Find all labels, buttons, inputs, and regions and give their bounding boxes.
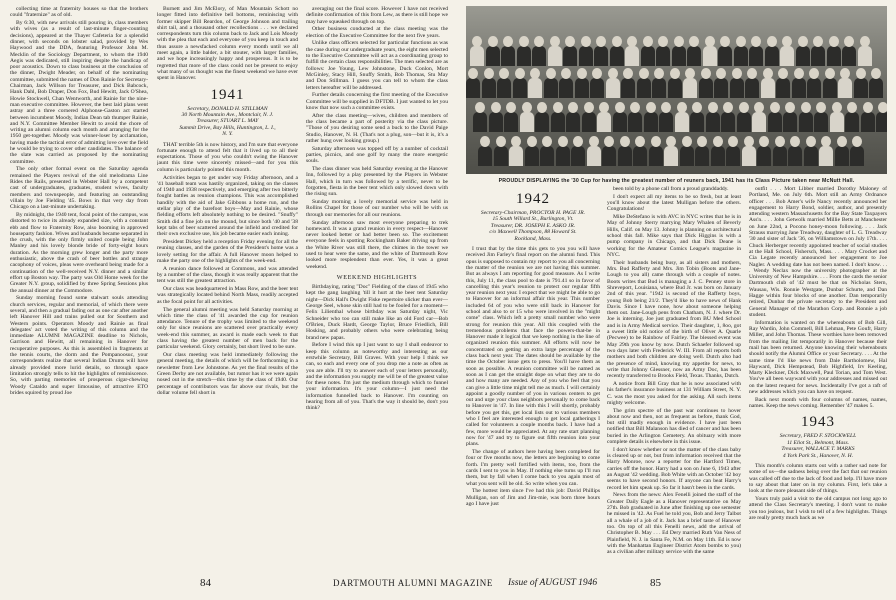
photo-figure-body (773, 146, 787, 166)
photo-figure-head (581, 36, 591, 47)
photo-figure-body (835, 146, 849, 166)
photo-figure-body (501, 46, 515, 66)
photo-figure-head (654, 68, 664, 79)
photo-figure-body (473, 112, 487, 132)
photo-figure-head (623, 68, 633, 79)
photo-figure-head (871, 68, 881, 79)
class-year-heading: 1943 (801, 414, 835, 431)
paragraph: The class dinner was held Saturday evening at the Hanover Inn, followed by a play presented by the Players in Webster Hall, which in turn was followed by a terrific, never to be forgotten, fiesta in the beer tent which only slowed down with the rising sun. (306, 166, 448, 198)
photo-figure-body (587, 146, 601, 166)
photo-figure-head (499, 68, 509, 79)
column-1 (10, 6, 148, 574)
photo-figure-body (761, 78, 775, 98)
photo-figure-head (651, 136, 661, 147)
paragraph: News from the news: Alex Fenelli joined the staff of the Greater Daily Eagle as a Hanover representative on May 27th. Bob graduated in June after finishing up one semester he missed in '42. As Fuel he told you, Bob and Jerry Talbot all a whale of a job of it. Jack has a brief taste of Hanover too. On top of all this Fenelli news, add the arrival of Christopher B. May . . . Ed Dery married Ruth Van Ness of Plainfield, N. J. in Santa Fe, N.M. on May 11th. Ed is now with the Manhattan Engineer District Atom bombs to you) as a civilian after military service with the same (607, 492, 741, 556)
photo-figure-body (850, 146, 864, 166)
photo-figure-body (749, 46, 763, 66)
photo-figure-head (778, 68, 788, 79)
photo-figure-body (811, 46, 825, 66)
photo-figure-body (597, 112, 611, 132)
paragraph: collecting time at fraternity houses so that the brothers could "fraternize" as of old. (10, 6, 148, 19)
photo-figure-body (721, 112, 735, 132)
photo-figure-head (689, 36, 699, 47)
photo-figure-head (615, 102, 625, 113)
photo-figure-body (520, 112, 534, 132)
photo-figure-body (610, 46, 624, 66)
photo-figure-head (775, 136, 785, 147)
photo-figure-head (847, 102, 857, 113)
photo-figure-head (480, 136, 490, 147)
column-6 (749, 186, 887, 574)
column-2 (157, 6, 298, 574)
paragraph: After the class meeting—wives, children and members of the class became a part of posterity via the class picture. "Those of you desiring some send a buck to the David Paige Studio, Hanover, N. H. (That's not a plug, son—but it is, it's a rather hung over looking group.) (306, 112, 448, 144)
photo-figure-head (639, 68, 649, 79)
photo-figure-body (768, 112, 782, 132)
photo-figure-body (796, 46, 810, 66)
photo-figure-body (517, 46, 531, 66)
photo-figure-head (604, 136, 614, 147)
photo-figure-body (792, 78, 806, 98)
photo-figure-head (751, 36, 761, 47)
class-year-heading: 1941 (210, 86, 245, 103)
photo-figure-head (840, 68, 850, 79)
photo-figure-head (589, 136, 599, 147)
photo-figure-head (705, 36, 715, 47)
photo-figure-body (494, 146, 508, 166)
photo-figure-head (635, 136, 645, 147)
officer-line: Treasurer, DR. JOSEPH E. ASKO JR. (490, 222, 576, 229)
paragraph: Sunday morning found some stalwart souls attending church services, regular and memorial, of which there were several, and then a gradual fading out as one car after another left Hanover Hill and trains pulled out for Southern and Western points. Operators Moody and Rainie as final delegates' act voted the writing of this column and the immediate ALUMNI MAGAZINE deadline to Nichols, Garrison and Hewitt, all remaining in Hanover for recuperative purposes. As this is assembled in fragments at the tennis courts, the dorm and the Pompanoosuc, your correspondents realize that several Indian Drums will have already provided more lurid details, so through space limitation strongly tells to hit the highlights of reminiscence. So, with parting memories of prosperous cigar-chewing Woody Cataldo and super limousine, of attractive ETO brides squired by proud Joe (10, 295, 148, 396)
photo-figure-body (571, 146, 585, 166)
paragraph: Yours truly paid a visit to the old campus not long ago to attend the Class Secretary's meeting. I don't want to make you too jealous, but I wish to tell of a few highlights. Things are really pretty much back as we (749, 496, 887, 521)
class-year-heading: 1942 (516, 191, 550, 207)
photo-figure-head (658, 36, 668, 47)
photo-figure-body (830, 112, 844, 132)
photo-figure-body (594, 46, 608, 66)
photo-figure-head (747, 68, 757, 79)
paragraph: Their husbands being busy, as all sisters and mothers, Mrs. Bud Rafferty and Mrs. Jim Tobin (Boots and Jane-Lough to you all) came through with a couple of notes. Boots writes that Bud is managing a J. C. Penney store in Shreveport, Louisiana, where Bud Jr. was born on January 2nd of this year. "1942 is second of the Rafferty boys, young Bob being 21/2. They'd like to have news of Hank Davis. Since I have none, how about someone helping them out. Jane-Lough pens from Chatham, N. J. where Dr. Joe is interning. Joe just graduated from BU Med School and is in Army Medical service. Their daughter, 1, 8oo, got a sweet little old notice of the birth of Oliver A. Quarle (Pecwee) to be Rainbow of Fairley. The blessed event was May 29th you know by now. Dutch Schaefer followed up two days later with Frederick W. III. From all reports both mothers and both children are doing well. Dutch also had the presence of mind, knowing my appetite for news, to write that Johnny Glessner, now an Army Doc, has been recently transferred to Brooks Field, Texas. Thanks, Dutch. (607, 259, 741, 380)
paragraph: Sunday afternoon saw most everyone preparing to trek homeward. It was a grand reunion in every respect—Hanover never looked better or had better been so. The excitement everyone feels in spotting Rockingham Baker driving up from the White River was still there, the chimes in the tower we used to hear were the same, and the white of Dartmouth Row looked more resplendent than ever. Yes, it was a great weekend. (306, 219, 448, 270)
photo-caption: PROUDLY DISPLAYING the '30 Cup for having the greatest number of reuners back, 1941 has its Class Picture taken near McNutt Hall. (498, 178, 855, 184)
photo-figure-head (739, 102, 749, 113)
photo-figure-body (714, 78, 728, 98)
photo-figure-head (646, 102, 656, 113)
photo-figure-body (690, 112, 704, 132)
officer-line: Rockland, Mass. (514, 235, 552, 242)
paragraph: Unlike class officers selected for particular functions as was the case during our undergraduate years, the eight men selected to the Executive Committee will act as a coordinating group to fulfill the certain class responsibilities. The men selected are as follows: Joe Young, Lew Johnstone, Duck Conlon, Mort McGinley, Stacy Hill, Snuffy Smith, Bob Thomas, Stu May and Don Stillman. I guess you can tell to whom the class letters hereafter will be addressed. (306, 40, 448, 91)
photo-figure-body (528, 78, 542, 98)
photo-figure-body (659, 112, 673, 132)
photo-figure-body (799, 112, 813, 132)
photo-figure-head (519, 36, 529, 47)
photo-figure-body (602, 146, 616, 166)
officer-line: 30 North Mountain Ave., Montclair, N. J. (181, 111, 274, 118)
photo-figure-body (535, 112, 549, 132)
photo-figure-body (513, 78, 527, 98)
photo-figure-body (711, 146, 725, 166)
photo-figure-head (496, 136, 506, 147)
photo-figure-body (540, 146, 554, 166)
photo-figure-head (701, 68, 711, 79)
paragraph: averaging out the final score. However I have not received definite confirmation of this from Lew, as there is still hope we may have squeaked through on top. (306, 6, 448, 25)
photo-figure-body (680, 146, 694, 166)
paragraph: Information is wanted on the whereabouts of Bob Gill, Ray Wardin, John Commell, Bill Lehman, Pete Goufr, Harry Miller, and John Thomas. These worthies have been removed from the mailing list temporarily in Hanover because their mail has been returned. Anyone knowing their whereabouts should notify the Alumni Office or your Secretary. . . . At the same time I'd like news from Dale Bartholomew, Hal Hayward, Dick Hempstead, Bob Highfield, Irv Keeling, Marty Kleckner, Dick Maxwell, Paul Torian, and Tom West. You've all been wayward with your addresses and missed out on the latest request for news. Incidentally I've got a raft of new addresses which you can have on request. (749, 319, 887, 395)
photo-figure-head (759, 136, 769, 147)
photo-figure-head (832, 102, 842, 113)
photo-figure-body (804, 146, 818, 166)
photo-figure-head (697, 136, 707, 147)
photo-figure-head (763, 68, 773, 79)
photo-figure-body (869, 78, 883, 98)
officer-line: Secretary, FRED F. STOCKWELL (779, 433, 857, 440)
paragraph: The grim spectre of the past war continues to hover about now and then, not as frequent as before, thank God, but still madly enough in evidence. I have just been notified that Bill Malanson has died of cancer and has been buried in the Arlington Cemetery. An obituary with more complete details is elsewhere in this issue. (607, 407, 741, 446)
photo-figure-body (652, 78, 666, 98)
photo-figure-head (630, 102, 640, 113)
photo-figure-body (559, 78, 573, 98)
photo-figure-body (703, 46, 717, 66)
photo-figure-head (488, 36, 498, 47)
photo-figure-head (754, 102, 764, 113)
photo-figure-body (551, 112, 565, 132)
photo-figure-body (854, 78, 868, 98)
photo-figure-body (489, 112, 503, 132)
photo-figure-body (876, 112, 887, 132)
photo-figure-body (827, 46, 841, 66)
photo-figure-head (825, 68, 835, 79)
photo-figure-head (527, 136, 537, 147)
paragraph: Sunday morning a lovely memorial service was held in Rollins Chapel for those of our number who will be with us through our memories for all our reunions. (306, 199, 448, 218)
photo-figure-head (794, 68, 804, 79)
photo-figure-head (472, 36, 482, 47)
photo-figure-head (767, 36, 777, 47)
photo-figure-body (683, 78, 697, 98)
photo-figure-body (606, 78, 620, 98)
photo-figure-body (726, 146, 740, 166)
photo-figure-body (504, 112, 518, 132)
paragraph: Saturday afternoon was topped off by a number of cocktail parties, picnics, and one golf by many the more energetic souls. (306, 145, 448, 165)
paragraph: I don't expect all my items to be so fresh, but at least you'll know about the latest Mulligan before the others. Congratulations! (607, 193, 741, 213)
photo-figure-body (842, 46, 856, 66)
photo-figure-head (612, 36, 622, 47)
photo-figure-head (608, 68, 618, 79)
photo-figure-head (677, 102, 687, 113)
photo-figure-head (798, 36, 808, 47)
photo-figure-head (785, 102, 795, 113)
photo-figure-head (506, 102, 516, 113)
paragraph: The general alumni meeting was held Saturday morning at which time the class of '41 awarded the cup for reunion attendance. Tenure of the trophy was limited to the weekend only for since reunions are scattered over practically every week-end this summer, as award is made each week to that class having the greatest number of men back for the particular weekend. Glory certainly, but short lived to be sure. (157, 306, 298, 351)
officer-line: c/o Maxwell Thompson, 88 Howard St. (489, 229, 577, 236)
photo-figure-head (852, 136, 862, 147)
photo-figure-body (765, 46, 779, 66)
photo-figure-head (732, 68, 742, 79)
photo-figure-body (752, 112, 766, 132)
footer-right-page-number (650, 578, 661, 589)
photo-figure-body (814, 112, 828, 132)
photo-figure-head (670, 68, 680, 79)
officer-line: 15 South Willard St., Burlington, Vt. (492, 216, 574, 223)
photo-figure-head (829, 36, 839, 47)
photo-figure-head (837, 136, 847, 147)
photo-figure-body (641, 46, 655, 66)
officer-line: Treasurer, STUART L. MAY (196, 118, 259, 125)
photo-figure-body (566, 112, 580, 132)
class-officers (157, 106, 298, 138)
paragraph: A reunion dance followed at Commons, and was attended by a number of the class, though it was really apparent that the tent was still the greatest attraction. (157, 265, 298, 285)
paragraph: The only other formal event on the Saturday agenda remained the Players revival of the old melodrama Line Rides the Rails, presented in Webster Hall by a competent cast of undergraduates, graduates, student wives, faculty members and townspeople, and featuring an outstanding villain by Joe Fielding '45. Bows in that very day from Chicago on a last-minute undertaking. (10, 166, 148, 211)
photo-figure-head (661, 102, 671, 113)
photo-figure-body (621, 78, 635, 98)
paragraph: By midnight, the 1940 tent, focal point of the campus, was distorted to twice its already expanded size, with a constant ebb and flow to Fraternity Row, also booming in approved houseparty fashion. Wives and husbands became separated in the crush, with the only firmly united couple being John Manley and his lovely blonde bride of forty-eight hours duration. As the morning grew longer and the party more enthusiastic, above the crash of beer bottles and strange cacophony of voices, pleas were overheard being made for a continuation of the well-received N.Y. dinner and a similar effort up Boston way. The party was Old Home week for the Greater N.Y. group, solidified by three Spring Sessions plus the annual dinner at the Commodore. (10, 212, 148, 294)
photo-figure-body (745, 78, 759, 98)
photo-figure-head (770, 102, 780, 113)
photo-figure-head (782, 36, 792, 47)
photo-figure-body (757, 146, 771, 166)
footer-left-page-number (200, 578, 211, 589)
photo-figure-head (537, 102, 547, 113)
photo-figure-head (592, 68, 602, 79)
photo-figure-head (561, 68, 571, 79)
photo-figure-body (563, 46, 577, 66)
photo-figure-head (596, 36, 606, 47)
photo-figure-body (649, 146, 663, 166)
photo-figure-head (565, 36, 575, 47)
photo-figure-head (863, 102, 873, 113)
photo-figure-body (730, 78, 744, 98)
photo-figure-head (809, 68, 819, 79)
photo-figure-head (790, 136, 800, 147)
section-heading: WEEKEND HIGHLIGHTS (336, 273, 418, 281)
photo-figure-head (584, 102, 594, 113)
photo-figure-head (522, 102, 532, 113)
photo-figure-body (633, 146, 647, 166)
paragraph: President Dickey held a reception Friday evening for all the reuning classes, and the garden of the President's home was a lovely setting for the affair. A full Hanover moon helped to make the party one of the highlights of the week-end. (157, 239, 298, 264)
paragraph: Our class meeting was held immediately following the general meeting, the details of which will be forthcoming in a newsletter from Lew Johnstone. As yet the final results of the Green Derby are not available, but rumor has it we were again nosed out in the stretch—this time by the class of 1940. Our percentage of contributors was far above our rivals, but the dollar volume fell short in (157, 352, 298, 396)
photo-figure-head (736, 36, 746, 47)
photo-figure-body (575, 78, 589, 98)
paragraph: The hottest item since I've had this job: David Phillips Mulligan, son of Jim and Jim-mie, was born three hours ago I have just (466, 488, 600, 507)
photo-figure-body (644, 112, 658, 132)
paragraph: Mike DeStefano is with AVC in NYC writes that he is in May of Johnny Sterry marrying Mary Whalen of Beverly Hills, Calif. on May 13. Johnny is planning on architectural school this fall. Mike says that Dick Higgins is with a pump company in Chicago, and that Dick Deane is working for the Amateur Comics League's magazine in NYC. (607, 214, 741, 258)
photo-figure-body (637, 78, 651, 98)
column-4 (466, 186, 600, 574)
photo-figure-head (577, 68, 587, 79)
photo-figure-head (475, 102, 485, 113)
photo-figure-body (718, 46, 732, 66)
photo-figure-body (532, 46, 546, 66)
photo-figure-head (720, 36, 730, 47)
photo-figure-body (734, 46, 748, 66)
paragraph: Our class was headquartered in Mass Row, and the beer tent was strategically located behind North Mass, readily accepted as the focal point for all activities. (157, 286, 298, 305)
officer-line: Secretary-Chairman, PROCTOR H. PAGE JR. (480, 210, 586, 216)
photo-figure-body (675, 112, 689, 132)
photo-figure-body (486, 46, 500, 66)
footer-issue: Issue of AUGUST 1946 (508, 578, 598, 588)
photo-figure-head (860, 36, 870, 47)
photo-figure-head (723, 102, 733, 113)
photo-figure-head (816, 102, 826, 113)
photo-figure-head (728, 136, 738, 147)
photo-figure-body (706, 112, 720, 132)
paragraph: A notice from Bill Gray that he is now associated with his father's insurance business at 131 William Street, N. Y. C. was the most you asked for the asking. All such items mighty welcome. (607, 380, 741, 406)
photo-figure-body (509, 146, 523, 166)
paragraph: Before I wind this up I just want to say I shall endeavor to keep this column as noteworthy and interesting as our erstwhile Secretary, Bill Graves. With your help I think we can, so each and every one of you drop me a note as often as you are able. I'll try to answer each of your letters personally, and the information you supply me will be of the greatest value for these notes. I'm just the medium through which to funnel your information. It's your column—I just need the information funnelled back to Hanover. I'm counting on hearing from all of you. That's the way it should be, don't you think? (306, 342, 448, 412)
photo-figure-body (628, 112, 642, 132)
paragraph: Back next month with four columns of names, names, names. Keep the news coming. Remember '47 makes 5. (749, 396, 887, 410)
photo-figure-head (685, 68, 695, 79)
photo-figure-body (672, 46, 686, 66)
photo-figure-body (838, 78, 852, 98)
photo-figure-body (823, 78, 837, 98)
photo-figure-body (556, 146, 570, 166)
paragraph: Further details concerning the first meeting of the Executive Committee will be supplied in DFTDB. I just wanted to let you know that now such a committee exists. (306, 92, 448, 111)
photo-figure-body (482, 78, 496, 98)
photo-figure-head (620, 136, 630, 147)
photo-figure-head (599, 102, 609, 113)
photo-figure-head (530, 68, 540, 79)
paragraph: Activities began to get under way Friday afternoon, and a '41 baseball team was hastily organized, taking on the classes of 1940 and 1938 respectively, and emerging after two bitterly fought battles as reunion champions. This was accomplished handily with the aid of Jake Gibbons a home run, and the stellar play of the barefoot boys—May and Rainie, whose fielding efforts left absolutely nothing to be desired. "Snuffy" Smith did a fine job on the mound, but since both '40 and '38 kept tabs of beer scattered around the infield and credited for their own exclusive use, his job became easier each inning. (157, 174, 298, 238)
photo-figure-body (699, 78, 713, 98)
paragraph: THAT terrible 5th is now history, and I'm sure that everyone fortunate enough to attend felt that it lived up to all their expectations. Those of you who couldn't swing the Hanover jaunt this time were sincerely missed—and for you this column is particularly pointed this month. (157, 141, 298, 173)
photo-figure-head (627, 36, 637, 47)
photo-figure-head (515, 68, 525, 79)
paragraph: By 6:30, with new arrivals still pouring in, class members with wives (as a result of last-minute finger-counting decisions), appeared at the Thayer Cafeteria for a splendid dinner, with seconds on lobster salad, provided by Wes Haywood and the DDA, featuring Professor John M. Mecklin of the Sociology Department, to whom the 1940 Aegis was dedicated, still inspiring despite the handicap of poor acoustics. Down to class business at the conclusion of the dinner, Dwight Meader, on behalf of the nominating committee, submitted the names of Don Rainie for Secretary-Chairman, Jack Willson for Treasurer, and Dick Babcock, Hank Dahl, Bob Draper, Don Fox, Bud Hewitt, Jack O'Shea, Howie Stockwell, Chan Wentworth, and Rainie for the nine-man executive committee. However, the best laid plans went astray and a three cornered Alphonse-Gaston act started between incumbent Moody, Indian Dean tab thumper Rainie, and N.Y. Committee Member Hewitt to avoid the chore of writing an alumni column each month and arranging for the 1950 get-together. Moody was winner-loser by acclamation, having made the tactical error of admitting love over the field he would be trying to cover other candidates. The balance of the slate was carried as proposed by the nominating committee. (10, 20, 148, 165)
photo-figure-head (682, 136, 692, 147)
photo-figure-body (466, 78, 480, 98)
photo-figure-head (491, 102, 501, 113)
paragraph: been told by a phone call from a proud granddaddy. (613, 186, 729, 192)
photo-figure-body (861, 112, 875, 132)
photo-figure-head (713, 136, 723, 147)
paragraph: Burnett and Jim McElory, of Man Mountain Schott no longer fitted into definitive bell bottoms, reminiscing with former skipper Bill Reardon, of George Johnson and trailing shirt tail, and a thousand other recollections . . . we declared correspondents turn this column back to Jack and Lois Moody with the plea that each and everyone of you keep in touch and thus assure a newsfacked column every month until we all meet again, a little balder, a bit stouter, with larger families, and we hope increasingly happy and prosperous. It is to be regretted that more of the class could not be present to enjoy what many of us thought was the finest weekend we have ever spent in Hanover. (157, 6, 298, 82)
photo-figure-body (590, 78, 604, 98)
photo-figure-body (742, 146, 756, 166)
paragraph: I don't know whether or not the matter of the class baby is cleared up or not, but from information received that the Harry Monroe, now a reporter for the Hartford Times, carries off the honor. Harry had a son on June 6, 1943 after an August '42 wedding. Bob White with an October '42 boy seems to have second honors. If anyone can beat Harry's record let him speak up. So far it hasn't been in the cards. (607, 446, 741, 491)
photo-figure-head (534, 36, 544, 47)
paragraph: Other business conducted at the class meeting was the election of the Executive Committee for the next five years. (306, 26, 448, 39)
officer-line: Treasurer, WALLACE T. MARKS (781, 446, 855, 453)
photo-figure-head (674, 36, 684, 47)
photo-figure-head (468, 68, 478, 79)
photo-figure-body (788, 146, 802, 166)
photo-figure-head (558, 136, 568, 147)
photo-figure-body (470, 46, 484, 66)
photo-figure-head (878, 102, 887, 113)
officer-line: Secretary, DONALD H. STILLMAN (187, 105, 268, 112)
officer-line: 4 York Park St., Hanover, N. H. (782, 452, 854, 459)
photo-figure-head (484, 68, 494, 79)
page-number: 84 (200, 577, 211, 589)
photo-figure-head (708, 102, 718, 113)
photo-figure-body (625, 46, 639, 66)
photo-figure-head (806, 136, 816, 147)
photo-figure-body (656, 46, 670, 66)
paragraph: outfit . . . Mort Libber married Dorothy Maloney of Portland, Me. on July 6th. Mort still an Army Ordnance officer . . . Bob Amer's wife Nancy recently announced her engagement to Harry Bond, soldier, author, and presently attending western Massachusetts for the Bay State Taxpayers Ass'n. . . . John Getwolk married Millie Betts at Manchester on June 22nd, a Pocono honey-moon following. . . . Jack Strauss marrying Jane Treadway, daughter of L. G. Treadway '30 and sister of Jack '36, on Williamstown on July 17th. . . . Chuck Herberger recently appointed teacher of social studies at the Hall School, Fishersch, Mass. . . . Mary Crocket and Cia Legate recently announced her engagement to Joe Nagler. A wedding date has not been named. I don't know. . . . Wendy Neclax now the university photographer at the University of New Hampshire. . . . From the cards the senior Dartmouth club of '42 must be that on Nicholas Stern, Wausau, Wis. Ronnie Westgate, Dunbar Schurte, and Dan Hagge within four blocks of one another. Dan temporarily retired, Dunbar the private secretary to the President and General Manager of the Marathon Corp. and Ronnie a job student. (749, 186, 887, 318)
photo-figure-body (819, 146, 833, 166)
photo-figure-head (643, 36, 653, 47)
photo-figure-body (858, 46, 872, 66)
photo-figure-body (618, 146, 632, 166)
photo-figure-body (525, 146, 539, 166)
photo-figure-head (821, 136, 831, 147)
photo-figure-head (503, 36, 513, 47)
photo-figure-body (664, 146, 678, 166)
photo-figure-body (695, 146, 709, 166)
photo-figure-head (692, 102, 702, 113)
photo-figure-head (801, 102, 811, 113)
column-3 (306, 6, 448, 574)
photo-figure-body (478, 146, 492, 166)
photo-figure-body (737, 112, 751, 132)
photo-figure-head (856, 68, 866, 79)
photo-figure-body (780, 46, 794, 66)
officer-line: Summit Drive, Bay Hills, Huntington, L. I., (179, 124, 276, 131)
photo-figure-body (845, 112, 859, 132)
photo-figure-head (568, 102, 578, 113)
paragraph: I trust that by the time this gets to you you will have received Jim Farley's final report on the alumni fund. This opus is supposed to contain my report to you all concerning the matter of the reunion we are not having this summer. But as always I am reporting for good measure. As I write this, July 11, the class pool to date is 791.41 so in favor of cancelling this year's reunion to protect our regular fifth year reunion next year. I expect that we might be able to go to Hanover for an informal affair this year. This number included 64 of you who were still back in Hanover for school and also to or 15 who were involved in the "might come" class. Which left a pretty small number who were strong for reunion this year. All this coupled with the tremendous problems that face the powers-that-be in Hanover made it logical that we keep nothing in the line of organized reunion this summer. All efforts will now be concentrated on getting an extra large percentage of the class back next year. The dates should be available by the time the October issue gets to press. You'll have them as soon as possible. A reunion committee will be named as soon as I can get the straight dope on what they are to do and how many are needed. Any of you who feel that you can give a little time might tell me as much. I will certainly appoint a goodly number of you in various centers to get out and urge your class neighbors personally to come back to Hanover in '47. In line with this I will shortly, probably before you get this, get local lists out to various members who I feel are interested enough to get local gatherings I called for volunteers a couple months back. I have had a few, more would be appreciated. At any rate start planning now for '47 and try to figure out fifth reunion into your plans. (466, 246, 600, 448)
photo-figure-body (783, 112, 797, 132)
photo-figure-head (844, 36, 854, 47)
paragraph: This month's column starts out with a rather sad note for some of us—the sadness being over the fact that our reunion was called off due to the lack of food and help. I'll have more to say about that later on in my column. First, let's take a look at the more pleasant side of things. (749, 463, 887, 495)
photo-figure-body (544, 78, 558, 98)
photo-figure-body (668, 78, 682, 98)
photo-figure-head (553, 102, 563, 113)
photo-figure-head (813, 36, 823, 47)
class-officers (749, 433, 887, 459)
paragraph: Birthdaying, rating "Doc" Fielding of the class of 1945 who kept the gang laughing 'till it hurt at the beer tent Saturday night—Dick Hall's Dwight Fiske repertoire slicker than ever—George Seel, whose skin still had to be fooled for a moment—Felix Lilienthal whose birthday was Saturday night, Vic Schneider who too can still make like an old Ford car—Bob O'Brien, Duck Hardt, George Taylor, Bruce Friedlich, Bill Hosking, and probably others who were celebrating being brand new papas. (306, 284, 448, 341)
photo-figure-head (573, 136, 583, 147)
photo-figure-body (582, 112, 596, 132)
class-photo (466, 6, 887, 174)
footer-magazine-title: DARTMOUTH ALUMNI MAGAZINE (333, 578, 493, 588)
officer-line: 11 Eliot St., Belmont, Mass. (786, 439, 850, 446)
photo-figure-body (807, 78, 821, 98)
paragraph: The change of authors here having been completed for four or five months now, the letters are beginning to come forth. I'm pretty well fortified with items, too, from the cards I sent to you in May. If nothing else turns up I'll run them, but by fall when I come back to you again most of what you sent will be old. So write when you can. (466, 449, 600, 487)
photo-figure-body (497, 78, 511, 98)
photo-figure-head (716, 68, 726, 79)
photo-figure-head (511, 136, 521, 147)
page-number: 85 (650, 577, 661, 589)
photo-figure-body (579, 46, 593, 66)
column-5 (607, 186, 741, 574)
photo-figure-head (542, 136, 552, 147)
photo-figure-head (744, 136, 754, 147)
photo-figure-body (548, 46, 562, 66)
officer-line: N. Y. (222, 131, 233, 138)
photo-figure-body (687, 46, 701, 66)
class-officers (466, 210, 600, 242)
photo-figure-head (550, 36, 560, 47)
photo-figure-head (666, 136, 676, 147)
photo-figure-body (613, 112, 627, 132)
photo-figure-head (546, 68, 556, 79)
photo-figure-body (776, 78, 790, 98)
